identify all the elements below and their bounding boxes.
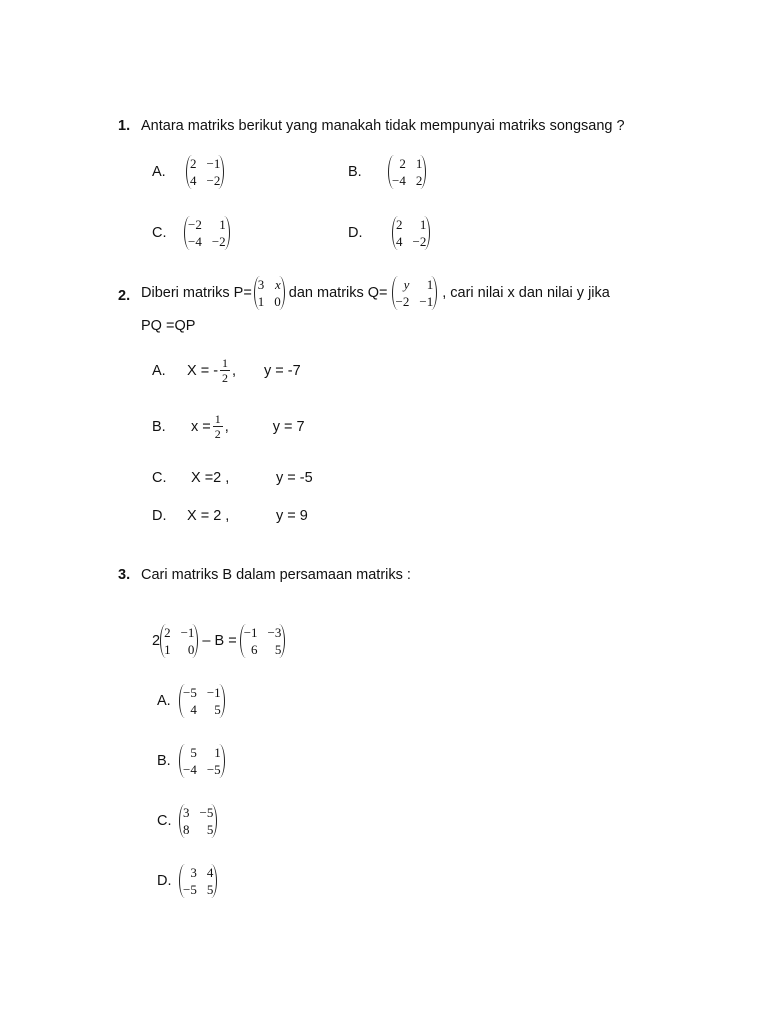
question-3-text: Cari matriks B dalam persamaan matriks : (141, 567, 411, 583)
q3-option-a (157, 684, 225, 718)
matrix-cell: −2 (395, 294, 410, 309)
matrix-cell: −2 (188, 217, 202, 232)
option-label: C. (152, 470, 167, 486)
question-2-text-1: Diberi matriks P= (141, 285, 252, 301)
q1-option-b (348, 155, 426, 189)
matrix-cell: 5 (206, 882, 214, 897)
matrix-q (392, 276, 438, 310)
matrix (388, 155, 426, 189)
matrix-cell: 2 (415, 173, 423, 188)
matrix-cell: −5 (206, 762, 221, 777)
x-value-suffix: , (224, 418, 229, 435)
option-label: C. (152, 225, 167, 241)
equation-coefficient: 2 (152, 633, 161, 649)
matrix-cell: −1 (243, 625, 258, 640)
matrix-cell: 2 (164, 625, 171, 640)
matrix-cell: 4 (190, 173, 197, 188)
matrix-cell: 3 (183, 805, 190, 820)
matrix-cell: −3 (267, 625, 282, 640)
matrix-cell: 1 (214, 745, 221, 760)
matrix-cell: 3 (257, 277, 265, 292)
matrix (179, 804, 217, 838)
matrix-cell: −2 (206, 173, 221, 188)
q3-option-b (157, 744, 225, 778)
x-value-prefix: x = (191, 418, 211, 435)
matrix (160, 624, 198, 658)
q3-equation (152, 624, 285, 658)
matrix-cell: −4 (188, 234, 202, 249)
matrix-cell: 0 (274, 294, 281, 309)
matrix (179, 864, 217, 898)
matrix-cell: −4 (183, 762, 197, 777)
matrix-cell: 0 (187, 642, 195, 657)
matrix-cell: 5 (214, 702, 221, 717)
option-label: B. (152, 418, 166, 435)
question-1-text: Antara matriks berikut yang manakah tidak mempunyai matriks songsang ? (141, 118, 625, 134)
matrix-cell: 5 (206, 822, 214, 837)
matrix-cell: 3 (190, 865, 197, 880)
question-2-text-2: dan matriks Q= (288, 285, 388, 301)
q1-option-d (348, 216, 430, 250)
fraction-denominator: 2 (222, 371, 229, 385)
matrix-cell: 4 (206, 865, 214, 880)
option-label: B. (157, 753, 171, 769)
question-2-text-3: , cari nilai x dan nilai y jika (442, 285, 610, 301)
q1-option-a (152, 155, 224, 189)
matrix-cell: 1 (257, 294, 265, 309)
question-2-number: 2. (118, 288, 131, 304)
matrix (184, 216, 230, 250)
matrix-cell: 6 (251, 642, 258, 657)
matrix-cell: 4 (396, 234, 403, 249)
fraction-denominator: 2 (214, 427, 221, 441)
y-value: y = -7 (264, 362, 301, 379)
matrix-cell: 5 (274, 642, 282, 657)
matrix-cell: −1 (206, 156, 221, 171)
matrix-cell: y (403, 277, 410, 292)
question-3-number: 3. (118, 567, 131, 583)
matrix-cell: −5 (183, 685, 197, 700)
matrix-cell: 1 (164, 642, 171, 657)
x-value: X =2 , (191, 470, 230, 486)
matrix-cell: −2 (211, 234, 226, 249)
question-1-number: 1. (118, 118, 131, 134)
fraction-numerator: 1 (222, 356, 229, 370)
x-value-prefix: X = - (187, 362, 219, 379)
y-value: y = -5 (276, 470, 313, 486)
q3-option-c (157, 804, 217, 838)
option-label: A. (152, 164, 166, 180)
option-label: D. (152, 508, 167, 524)
matrix (186, 155, 224, 189)
y-value: y = 9 (276, 508, 308, 524)
q2-option-a (152, 356, 301, 385)
matrix-cell: 1 (426, 277, 434, 292)
matrix-cell: 1 (219, 217, 226, 232)
option-label: A. (152, 362, 166, 379)
matrix-cell: −5 (199, 805, 214, 820)
question-2-text-4: PQ =QP (141, 318, 196, 334)
matrix (392, 216, 430, 250)
matrix-cell: 5 (190, 745, 197, 760)
matrix (240, 624, 286, 658)
matrix-cell: 2 (399, 156, 406, 171)
matrix (179, 684, 225, 718)
matrix-p (254, 276, 285, 310)
matrix-cell: 8 (183, 822, 190, 837)
matrix-cell: 2 (396, 217, 403, 232)
option-label: D. (348, 225, 363, 241)
fraction-numerator: 1 (214, 412, 221, 426)
fraction (220, 356, 230, 385)
q2-option-d (152, 508, 308, 524)
y-value: y = 7 (272, 418, 305, 435)
x-value-suffix: , (232, 362, 237, 379)
matrix-cell: −2 (412, 234, 427, 249)
matrix-cell: 1 (415, 156, 423, 171)
matrix-cell: x (275, 277, 281, 292)
x-value: X = 2 , (187, 508, 230, 524)
q2-option-c (152, 470, 313, 486)
matrix-cell: −4 (392, 173, 406, 188)
option-label: A. (157, 693, 171, 709)
matrix-cell: 2 (190, 156, 197, 171)
matrix (179, 744, 225, 778)
matrix-cell: 4 (190, 702, 197, 717)
matrix-cell: −5 (183, 882, 197, 897)
matrix-cell: 1 (419, 217, 427, 232)
q1-option-c (152, 216, 230, 250)
equation-middle: – B = (202, 633, 237, 649)
q2-option-b (152, 412, 305, 441)
fraction (213, 412, 223, 441)
option-label: D. (157, 873, 172, 889)
option-label: C. (157, 813, 172, 829)
q3-option-d (157, 864, 217, 898)
option-label: B. (348, 164, 362, 180)
question-2-stem (141, 276, 610, 310)
matrix-cell: −1 (180, 625, 195, 640)
matrix-cell: −1 (419, 294, 434, 309)
matrix-cell: −1 (206, 685, 221, 700)
